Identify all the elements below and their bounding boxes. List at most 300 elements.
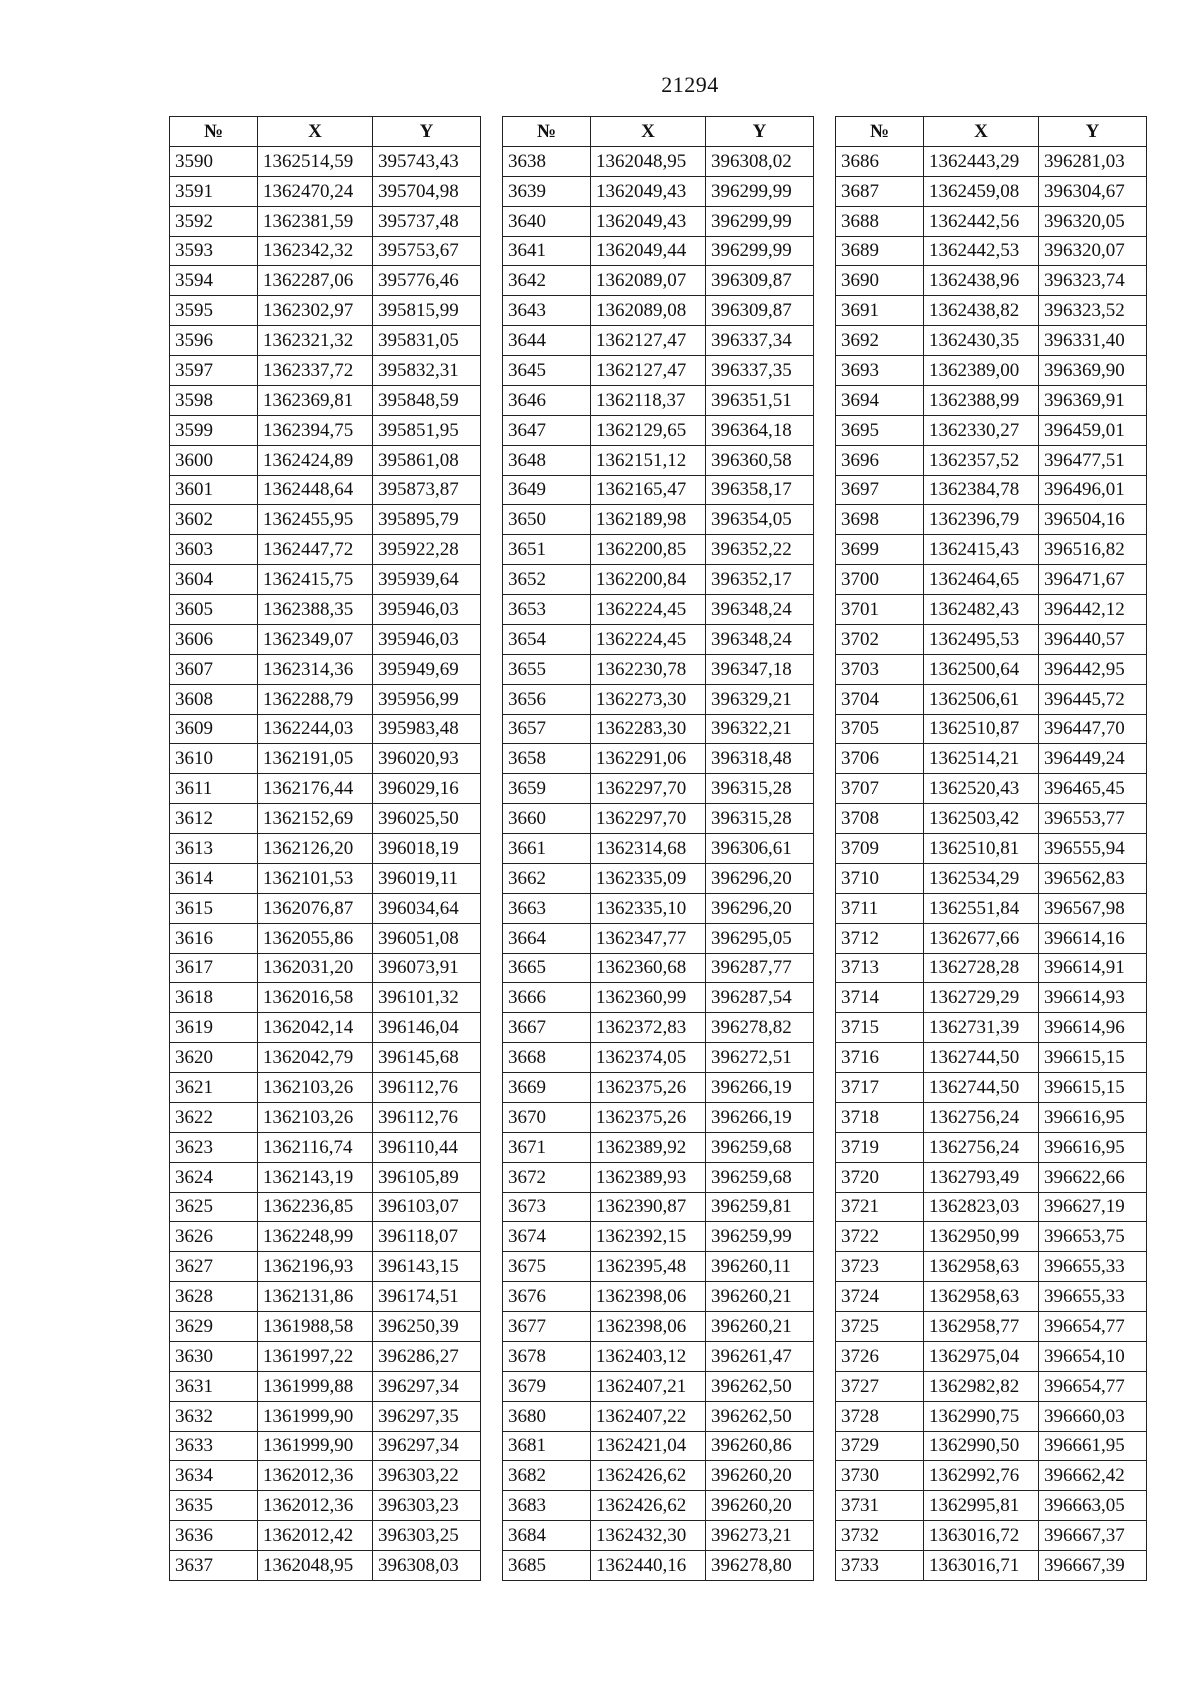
x-coordinate-cell: 1362975,04 — [924, 1341, 1039, 1371]
table-row — [503, 923, 814, 953]
column-header-x: X — [258, 117, 373, 147]
point-number-cell: 3692 — [836, 326, 924, 356]
x-coordinate-cell: 1362176,44 — [258, 774, 373, 804]
table-row — [503, 1461, 814, 1491]
x-coordinate-cell: 1362407,22 — [591, 1401, 706, 1431]
table-row — [503, 1521, 814, 1551]
x-coordinate-cell: 1362116,74 — [258, 1132, 373, 1162]
point-number-cell: 3705 — [836, 714, 924, 744]
x-coordinate-cell: 1362375,26 — [591, 1073, 706, 1103]
point-number-cell: 3664 — [503, 923, 591, 953]
table-row — [170, 236, 481, 266]
table-row — [836, 475, 1147, 505]
point-number-cell: 3700 — [836, 565, 924, 595]
point-number-cell: 3701 — [836, 595, 924, 625]
table-row — [170, 206, 481, 236]
y-coordinate-cell: 395815,99 — [373, 296, 481, 326]
point-number-cell: 3649 — [503, 475, 591, 505]
point-number-cell: 3682 — [503, 1461, 591, 1491]
x-coordinate-cell: 1362103,26 — [258, 1073, 373, 1103]
table-row — [170, 326, 481, 356]
point-number-cell: 3707 — [836, 774, 924, 804]
point-number-cell: 3650 — [503, 505, 591, 535]
x-coordinate-cell: 1362101,53 — [258, 863, 373, 893]
table-row — [836, 1491, 1147, 1521]
y-coordinate-cell: 396143,15 — [373, 1252, 481, 1282]
table-row — [170, 1551, 481, 1581]
y-coordinate-cell: 396299,99 — [706, 206, 814, 236]
point-number-cell: 3696 — [836, 445, 924, 475]
page-number: 21294 — [661, 72, 719, 97]
x-coordinate-cell: 1362369,81 — [258, 385, 373, 415]
x-coordinate-cell: 1362230,78 — [591, 654, 706, 684]
point-number-cell: 3712 — [836, 923, 924, 953]
x-coordinate-cell: 1362143,19 — [258, 1162, 373, 1192]
table-row — [836, 415, 1147, 445]
x-coordinate-cell: 1362677,66 — [924, 923, 1039, 953]
x-coordinate-cell: 1362347,77 — [591, 923, 706, 953]
x-coordinate-cell: 1362374,05 — [591, 1043, 706, 1073]
x-coordinate-cell: 1362990,75 — [924, 1401, 1039, 1431]
table-row — [836, 1312, 1147, 1342]
point-number-cell: 3685 — [503, 1551, 591, 1581]
x-coordinate-cell: 1362089,08 — [591, 296, 706, 326]
table-row — [170, 774, 481, 804]
x-coordinate-cell: 1362196,93 — [258, 1252, 373, 1282]
point-number-cell: 3709 — [836, 834, 924, 864]
point-number-cell: 3669 — [503, 1073, 591, 1103]
table-row — [836, 1401, 1147, 1431]
y-coordinate-cell: 396667,39 — [1039, 1551, 1147, 1581]
x-coordinate-cell: 1362381,59 — [258, 206, 373, 236]
point-number-cell: 3594 — [170, 266, 258, 296]
y-coordinate-cell: 395831,05 — [373, 326, 481, 356]
y-coordinate-cell: 395873,87 — [373, 475, 481, 505]
point-number-cell: 3689 — [836, 236, 924, 266]
y-coordinate-cell: 396614,93 — [1039, 983, 1147, 1013]
table-row — [836, 356, 1147, 386]
point-number-cell: 3698 — [836, 505, 924, 535]
table-row — [503, 1073, 814, 1103]
column-header-x: X — [924, 117, 1039, 147]
y-coordinate-cell: 396315,28 — [706, 804, 814, 834]
y-coordinate-cell: 396295,05 — [706, 923, 814, 953]
y-coordinate-cell: 395776,46 — [373, 266, 481, 296]
y-coordinate-cell: 396347,18 — [706, 654, 814, 684]
table-row — [503, 296, 814, 326]
table-row — [170, 1252, 481, 1282]
point-number-cell: 3624 — [170, 1162, 258, 1192]
table-row — [170, 804, 481, 834]
table-row — [503, 1252, 814, 1282]
x-coordinate-cell: 1362514,59 — [258, 146, 373, 176]
y-coordinate-cell: 396259,81 — [706, 1192, 814, 1222]
x-coordinate-cell: 1362321,32 — [258, 326, 373, 356]
y-coordinate-cell: 396369,91 — [1039, 385, 1147, 415]
y-coordinate-cell: 396567,98 — [1039, 893, 1147, 923]
y-coordinate-cell: 396471,67 — [1039, 565, 1147, 595]
x-coordinate-cell: 1362224,45 — [591, 595, 706, 625]
y-coordinate-cell: 396654,10 — [1039, 1341, 1147, 1371]
y-coordinate-cell: 396287,77 — [706, 953, 814, 983]
y-coordinate-cell: 396303,25 — [373, 1521, 481, 1551]
x-coordinate-cell: 1362388,35 — [258, 595, 373, 625]
x-coordinate-cell: 1362482,43 — [924, 595, 1039, 625]
x-coordinate-cell: 1362995,81 — [924, 1491, 1039, 1521]
table-row — [503, 1282, 814, 1312]
table-row — [503, 415, 814, 445]
x-coordinate-cell: 1362342,32 — [258, 236, 373, 266]
x-coordinate-cell: 1362283,30 — [591, 714, 706, 744]
y-coordinate-cell: 396101,32 — [373, 983, 481, 1013]
y-coordinate-cell: 396445,72 — [1039, 684, 1147, 714]
x-coordinate-cell: 1362438,82 — [924, 296, 1039, 326]
table-row — [503, 176, 814, 206]
point-number-cell: 3635 — [170, 1491, 258, 1521]
table-row — [836, 1461, 1147, 1491]
x-coordinate-cell: 1362514,21 — [924, 744, 1039, 774]
table-row — [503, 893, 814, 923]
y-coordinate-cell: 396364,18 — [706, 415, 814, 445]
table-row — [503, 744, 814, 774]
y-coordinate-cell: 396281,03 — [1039, 146, 1147, 176]
y-coordinate-cell: 395832,31 — [373, 356, 481, 386]
x-coordinate-cell: 1362395,48 — [591, 1252, 706, 1282]
table-row — [836, 326, 1147, 356]
point-number-cell: 3644 — [503, 326, 591, 356]
x-coordinate-cell: 1362534,29 — [924, 863, 1039, 893]
point-number-cell: 3729 — [836, 1431, 924, 1461]
x-coordinate-cell: 1362426,62 — [591, 1491, 706, 1521]
point-number-cell: 3617 — [170, 953, 258, 983]
table-row — [836, 1162, 1147, 1192]
table-row — [836, 505, 1147, 535]
y-coordinate-cell: 396323,52 — [1039, 296, 1147, 326]
y-coordinate-cell: 396286,27 — [373, 1341, 481, 1371]
point-number-cell: 3672 — [503, 1162, 591, 1192]
y-coordinate-cell: 396273,21 — [706, 1521, 814, 1551]
x-coordinate-cell: 1362442,53 — [924, 236, 1039, 266]
y-coordinate-cell: 396308,03 — [373, 1551, 481, 1581]
x-coordinate-cell: 1362335,09 — [591, 863, 706, 893]
x-coordinate-cell: 1362055,86 — [258, 923, 373, 953]
y-coordinate-cell: 396660,03 — [1039, 1401, 1147, 1431]
table-row — [170, 1461, 481, 1491]
y-coordinate-cell: 396627,19 — [1039, 1192, 1147, 1222]
x-coordinate-cell: 1363016,71 — [924, 1551, 1039, 1581]
point-number-cell: 3607 — [170, 654, 258, 684]
x-coordinate-cell: 1362337,72 — [258, 356, 373, 386]
y-coordinate-cell: 396504,16 — [1039, 505, 1147, 535]
y-coordinate-cell: 396259,68 — [706, 1132, 814, 1162]
y-coordinate-cell: 396145,68 — [373, 1043, 481, 1073]
x-coordinate-cell: 1362191,05 — [258, 744, 373, 774]
table-row — [503, 206, 814, 236]
table-row — [170, 714, 481, 744]
table-row — [170, 684, 481, 714]
y-coordinate-cell: 396287,54 — [706, 983, 814, 1013]
y-coordinate-cell: 396320,05 — [1039, 206, 1147, 236]
y-coordinate-cell: 396622,66 — [1039, 1162, 1147, 1192]
table-row — [503, 774, 814, 804]
x-coordinate-cell: 1362131,86 — [258, 1282, 373, 1312]
table-row — [170, 415, 481, 445]
table-row — [836, 714, 1147, 744]
y-coordinate-cell: 396315,28 — [706, 774, 814, 804]
y-coordinate-cell: 396331,40 — [1039, 326, 1147, 356]
x-coordinate-cell: 1362297,70 — [591, 774, 706, 804]
point-number-cell: 3628 — [170, 1282, 258, 1312]
x-coordinate-cell: 1362459,08 — [924, 176, 1039, 206]
y-coordinate-cell: 396616,95 — [1039, 1132, 1147, 1162]
y-coordinate-cell: 396555,94 — [1039, 834, 1147, 864]
y-coordinate-cell: 396352,22 — [706, 535, 814, 565]
table-row — [836, 206, 1147, 236]
y-coordinate-cell: 396667,37 — [1039, 1521, 1147, 1551]
x-coordinate-cell: 1362430,35 — [924, 326, 1039, 356]
y-coordinate-cell: 396105,89 — [373, 1162, 481, 1192]
point-number-cell: 3719 — [836, 1132, 924, 1162]
table-row — [170, 565, 481, 595]
x-coordinate-cell: 1362510,87 — [924, 714, 1039, 744]
x-coordinate-cell: 1362291,06 — [591, 744, 706, 774]
point-number-cell: 3656 — [503, 684, 591, 714]
point-number-cell: 3718 — [836, 1102, 924, 1132]
table-row — [170, 1073, 481, 1103]
point-number-cell: 3600 — [170, 445, 258, 475]
y-coordinate-cell: 396266,19 — [706, 1102, 814, 1132]
y-coordinate-cell: 396278,80 — [706, 1551, 814, 1581]
table-row — [836, 804, 1147, 834]
table-row — [503, 863, 814, 893]
point-number-cell: 3727 — [836, 1371, 924, 1401]
table-row — [836, 1282, 1147, 1312]
table-row — [836, 1341, 1147, 1371]
y-coordinate-cell: 396654,77 — [1039, 1371, 1147, 1401]
table-row — [503, 953, 814, 983]
x-coordinate-cell: 1361997,22 — [258, 1341, 373, 1371]
y-coordinate-cell: 396259,99 — [706, 1222, 814, 1252]
table-row — [503, 834, 814, 864]
table-row — [836, 1252, 1147, 1282]
y-coordinate-cell: 396663,05 — [1039, 1491, 1147, 1521]
table-row — [170, 624, 481, 654]
y-coordinate-cell: 396459,01 — [1039, 415, 1147, 445]
point-number-cell: 3651 — [503, 535, 591, 565]
y-coordinate-cell: 396351,51 — [706, 385, 814, 415]
point-number-cell: 3652 — [503, 565, 591, 595]
point-number-cell: 3661 — [503, 834, 591, 864]
table-row — [836, 1222, 1147, 1252]
column-header-number: № — [836, 117, 924, 147]
coordinate-table — [502, 116, 814, 1581]
point-number-cell: 3679 — [503, 1371, 591, 1401]
table-row — [170, 1043, 481, 1073]
point-number-cell: 3614 — [170, 863, 258, 893]
table-row — [836, 176, 1147, 206]
x-coordinate-cell: 1362756,24 — [924, 1132, 1039, 1162]
y-coordinate-cell: 396299,99 — [706, 236, 814, 266]
x-coordinate-cell: 1362398,06 — [591, 1312, 706, 1342]
x-coordinate-cell: 1361999,88 — [258, 1371, 373, 1401]
point-number-cell: 3697 — [836, 475, 924, 505]
x-coordinate-cell: 1362372,83 — [591, 1013, 706, 1043]
x-coordinate-cell: 1362744,50 — [924, 1073, 1039, 1103]
table-row — [170, 1132, 481, 1162]
x-coordinate-cell: 1362396,79 — [924, 505, 1039, 535]
y-coordinate-cell: 396051,08 — [373, 923, 481, 953]
table-row — [170, 863, 481, 893]
point-number-cell: 3653 — [503, 595, 591, 625]
point-number-cell: 3731 — [836, 1491, 924, 1521]
table-row — [503, 1341, 814, 1371]
y-coordinate-cell: 396323,74 — [1039, 266, 1147, 296]
point-number-cell: 3680 — [503, 1401, 591, 1431]
x-coordinate-cell: 1362415,75 — [258, 565, 373, 595]
table-row — [170, 744, 481, 774]
table-row — [503, 565, 814, 595]
table-row — [170, 953, 481, 983]
point-number-cell: 3676 — [503, 1282, 591, 1312]
table-row — [170, 1222, 481, 1252]
x-coordinate-cell: 1362165,47 — [591, 475, 706, 505]
point-number-cell: 3730 — [836, 1461, 924, 1491]
point-number-cell: 3714 — [836, 983, 924, 1013]
y-coordinate-cell: 396615,15 — [1039, 1043, 1147, 1073]
x-coordinate-cell: 1362510,81 — [924, 834, 1039, 864]
x-coordinate-cell: 1362129,65 — [591, 415, 706, 445]
y-coordinate-cell: 395922,28 — [373, 535, 481, 565]
table-row — [836, 1043, 1147, 1073]
y-coordinate-cell: 396303,23 — [373, 1491, 481, 1521]
y-coordinate-cell: 396653,75 — [1039, 1222, 1147, 1252]
x-coordinate-cell: 1362287,06 — [258, 266, 373, 296]
point-number-cell: 3665 — [503, 953, 591, 983]
y-coordinate-cell: 396260,86 — [706, 1431, 814, 1461]
point-number-cell: 3681 — [503, 1431, 591, 1461]
table-row — [170, 266, 481, 296]
x-coordinate-cell: 1362302,97 — [258, 296, 373, 326]
x-coordinate-cell: 1362224,45 — [591, 624, 706, 654]
point-number-cell: 3658 — [503, 744, 591, 774]
table-row — [170, 1312, 481, 1342]
table-row — [503, 1491, 814, 1521]
y-coordinate-cell: 396073,91 — [373, 953, 481, 983]
x-coordinate-cell: 1362200,84 — [591, 565, 706, 595]
table-row — [170, 1401, 481, 1431]
y-coordinate-cell: 396020,93 — [373, 744, 481, 774]
point-number-cell: 3620 — [170, 1043, 258, 1073]
point-number-cell: 3608 — [170, 684, 258, 714]
point-number-cell: 3668 — [503, 1043, 591, 1073]
table-header-row — [170, 117, 481, 147]
y-coordinate-cell: 396018,19 — [373, 834, 481, 864]
point-number-cell: 3595 — [170, 296, 258, 326]
y-coordinate-cell: 396309,87 — [706, 266, 814, 296]
x-coordinate-cell: 1362012,36 — [258, 1491, 373, 1521]
x-coordinate-cell: 1362248,99 — [258, 1222, 373, 1252]
table-row — [170, 475, 481, 505]
point-number-cell: 3699 — [836, 535, 924, 565]
point-number-cell: 3654 — [503, 624, 591, 654]
coordinate-table — [169, 116, 481, 1581]
x-coordinate-cell: 1362126,20 — [258, 834, 373, 864]
y-coordinate-cell: 395753,67 — [373, 236, 481, 266]
table-row — [503, 385, 814, 415]
x-coordinate-cell: 1362982,82 — [924, 1371, 1039, 1401]
y-coordinate-cell: 396308,02 — [706, 146, 814, 176]
point-number-cell: 3621 — [170, 1073, 258, 1103]
point-number-cell: 3633 — [170, 1431, 258, 1461]
point-number-cell: 3646 — [503, 385, 591, 415]
x-coordinate-cell: 1362464,65 — [924, 565, 1039, 595]
table-row — [170, 983, 481, 1013]
point-number-cell: 3627 — [170, 1252, 258, 1282]
point-number-cell: 3695 — [836, 415, 924, 445]
point-number-cell: 3716 — [836, 1043, 924, 1073]
table-row — [170, 1192, 481, 1222]
table-row — [503, 146, 814, 176]
x-coordinate-cell: 1362442,56 — [924, 206, 1039, 236]
y-coordinate-cell: 396112,76 — [373, 1102, 481, 1132]
y-coordinate-cell: 396516,82 — [1039, 535, 1147, 565]
table-row — [503, 475, 814, 505]
point-number-cell: 3678 — [503, 1341, 591, 1371]
y-coordinate-cell: 396260,20 — [706, 1491, 814, 1521]
table-row — [170, 834, 481, 864]
x-coordinate-cell: 1362314,68 — [591, 834, 706, 864]
table-row — [503, 266, 814, 296]
table-row — [836, 863, 1147, 893]
x-coordinate-cell: 1362244,03 — [258, 714, 373, 744]
y-coordinate-cell: 396329,21 — [706, 684, 814, 714]
column-header-y: Y — [1039, 117, 1147, 147]
y-coordinate-cell: 396297,34 — [373, 1431, 481, 1461]
x-coordinate-cell: 1362388,99 — [924, 385, 1039, 415]
y-coordinate-cell: 396019,11 — [373, 863, 481, 893]
point-number-cell: 3622 — [170, 1102, 258, 1132]
table-row — [836, 266, 1147, 296]
point-number-cell: 3671 — [503, 1132, 591, 1162]
x-coordinate-cell: 1362731,39 — [924, 1013, 1039, 1043]
point-number-cell: 3728 — [836, 1401, 924, 1431]
x-coordinate-cell: 1362288,79 — [258, 684, 373, 714]
table-row — [503, 535, 814, 565]
x-coordinate-cell: 1362049,44 — [591, 236, 706, 266]
table-row — [836, 595, 1147, 625]
point-number-cell: 3604 — [170, 565, 258, 595]
table-row — [836, 1102, 1147, 1132]
table-row — [836, 774, 1147, 804]
table-row — [836, 624, 1147, 654]
y-coordinate-cell: 396615,15 — [1039, 1073, 1147, 1103]
table-row — [503, 1043, 814, 1073]
table-row — [836, 1551, 1147, 1581]
y-coordinate-cell: 395939,64 — [373, 565, 481, 595]
point-number-cell: 3726 — [836, 1341, 924, 1371]
x-coordinate-cell: 1362103,26 — [258, 1102, 373, 1132]
y-coordinate-cell: 396440,57 — [1039, 624, 1147, 654]
y-coordinate-cell: 396442,95 — [1039, 654, 1147, 684]
point-number-cell: 3630 — [170, 1341, 258, 1371]
y-coordinate-cell: 395946,03 — [373, 595, 481, 625]
x-coordinate-cell: 1362089,07 — [591, 266, 706, 296]
y-coordinate-cell: 396614,16 — [1039, 923, 1147, 953]
point-number-cell: 3603 — [170, 535, 258, 565]
table-row — [503, 654, 814, 684]
table-row — [503, 445, 814, 475]
point-number-cell: 3732 — [836, 1521, 924, 1551]
